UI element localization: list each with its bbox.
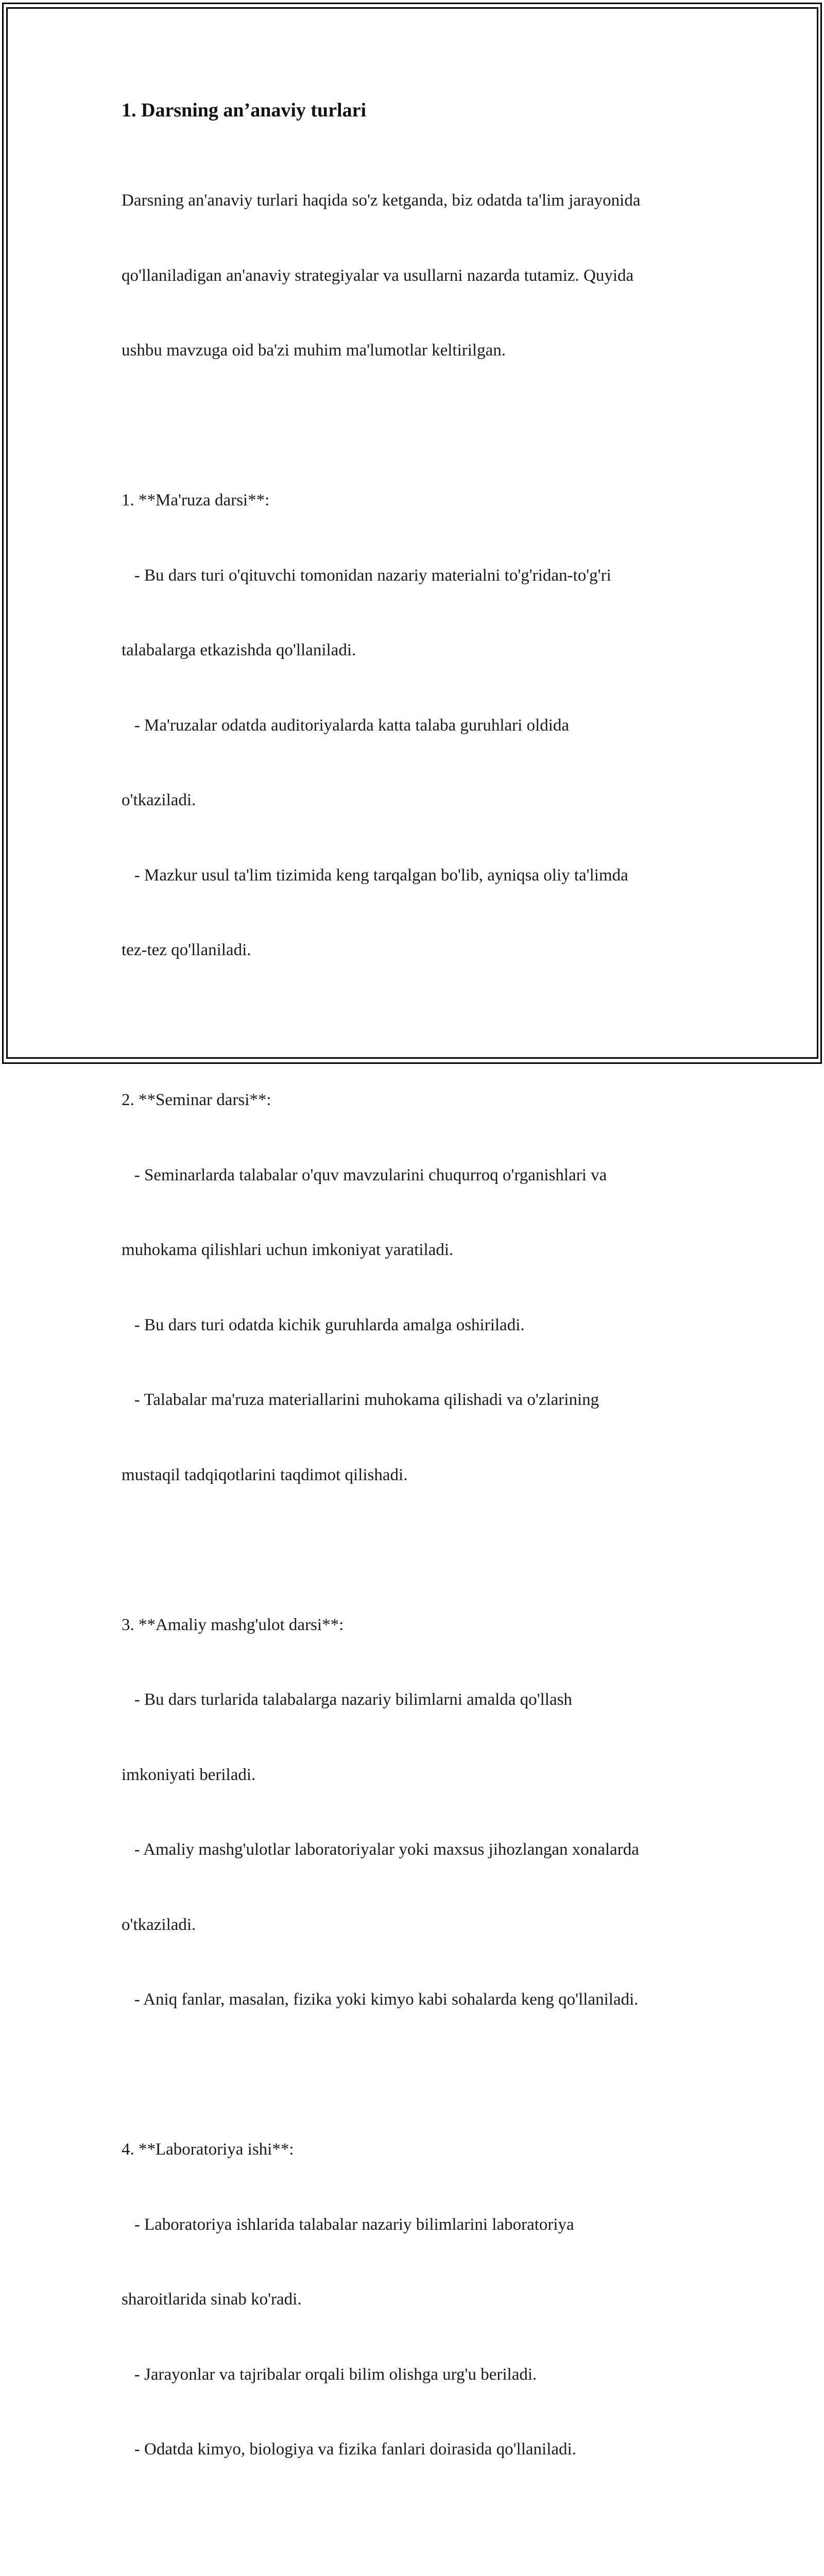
- section-line: - Seminarlarda talabalar o'quv mavzularini chuqurroq o'rganishlari va: [122, 1165, 607, 1184]
- section-line: mustaqil tadqiqotlarini taqdimot qilishadi.: [122, 1465, 408, 1484]
- document-body: [122, 98, 709, 2576]
- section-line: - Odatda kimyo, biologiya va fizika fanlari doirasida qo'llaniladi.: [122, 2440, 576, 2459]
- paragraph-gap: [122, 413, 709, 438]
- section-line: o'tkaziladi.: [122, 1915, 196, 1934]
- intro-line: qo'llaniladigan an'anaviy strategiyalar va usullarni nazarda tutamiz. Quyida: [122, 266, 634, 285]
- section-title: 4. **Laboratoriya ishi**:: [122, 2140, 294, 2159]
- section-line: o'tkaziladi.: [122, 791, 196, 809]
- section-line: talabalarga etkazishda qo'llaniladi.: [122, 641, 356, 659]
- section-line: - Bu dars turi odatda kichik guruhlarda amalga oshiriladi.: [122, 1315, 525, 1334]
- section-line: - Jarayonlar va tajribalar orqali bilim olishga urg'u beriladi.: [122, 2365, 537, 2384]
- section-line: - Talabalar ma'ruza materiallarini muhokama qilishadi va o'zlarining: [122, 1391, 599, 1409]
- section-title: 1. **Ma'ruza darsi**:: [122, 491, 270, 510]
- section-title: 3. **Amaliy mashg'ulot darsi**:: [122, 1615, 344, 1634]
- section-line: - Ma'ruzalar odatda auditoriyalarda katta talaba guruhlari oldida: [122, 716, 570, 735]
- section-line: - Bu dars turlarida talabalarga nazariy bilimlarni amalda qo'llash: [122, 1690, 572, 1709]
- paragraph-gap: [122, 1537, 709, 1563]
- section-laboratoriya: [122, 2087, 709, 2512]
- section-amaliy: [122, 1563, 709, 2062]
- section-line: tez-tez qo'llaniladi.: [122, 941, 251, 959]
- section-line: muhokama qilishlari uchun imkoniyat yaratiladi.: [122, 1241, 454, 1259]
- section-line: - Aniq fanlar, masalan, fizika yoki kimyo kabi sohalarda keng qo'llaniladi.: [122, 1990, 639, 2009]
- paragraph-gap: [122, 2062, 709, 2088]
- intro-paragraph: [122, 138, 709, 413]
- section-title: 2. **Seminar darsi**:: [122, 1091, 271, 1109]
- section-line: imkoniyati beriladi.: [122, 1765, 256, 1784]
- section-line: sharoitlarida sinab ko'radi.: [122, 2290, 302, 2309]
- document-heading: 1. Darsning an’anaviy turlari: [122, 99, 367, 121]
- section-line: - Laboratoriya ishlarida talabalar nazariy bilimlarini laboratoriya: [122, 2215, 574, 2234]
- section-line: - Mazkur usul ta'lim tizimida keng tarqalgan bo'lib, ayniqsa oliy ta'limda: [122, 866, 628, 885]
- section-line: - Amaliy mashg'ulotlar laboratoriyalar yoki maxsus jihozlangan xonalarda: [122, 1840, 639, 1859]
- paragraph-gap: [122, 1013, 709, 1038]
- paragraph-gap: [122, 2512, 709, 2537]
- intro-line: Darsning an'anaviy turlari haqida so'z ketganda, biz odatda ta'lim jarayonida: [122, 191, 641, 210]
- section-suhbat: [122, 2537, 709, 2576]
- section-line: - Bu dars turi o'qituvchi tomonidan nazariy materialni to'g'ridan-to'g'ri: [122, 566, 611, 585]
- section-seminar: [122, 1038, 709, 1537]
- section-maruza: [122, 438, 709, 1013]
- intro-line: ushbu mavzuga oid ba'zi muhim ma'lumotlar keltirilgan.: [122, 341, 506, 360]
